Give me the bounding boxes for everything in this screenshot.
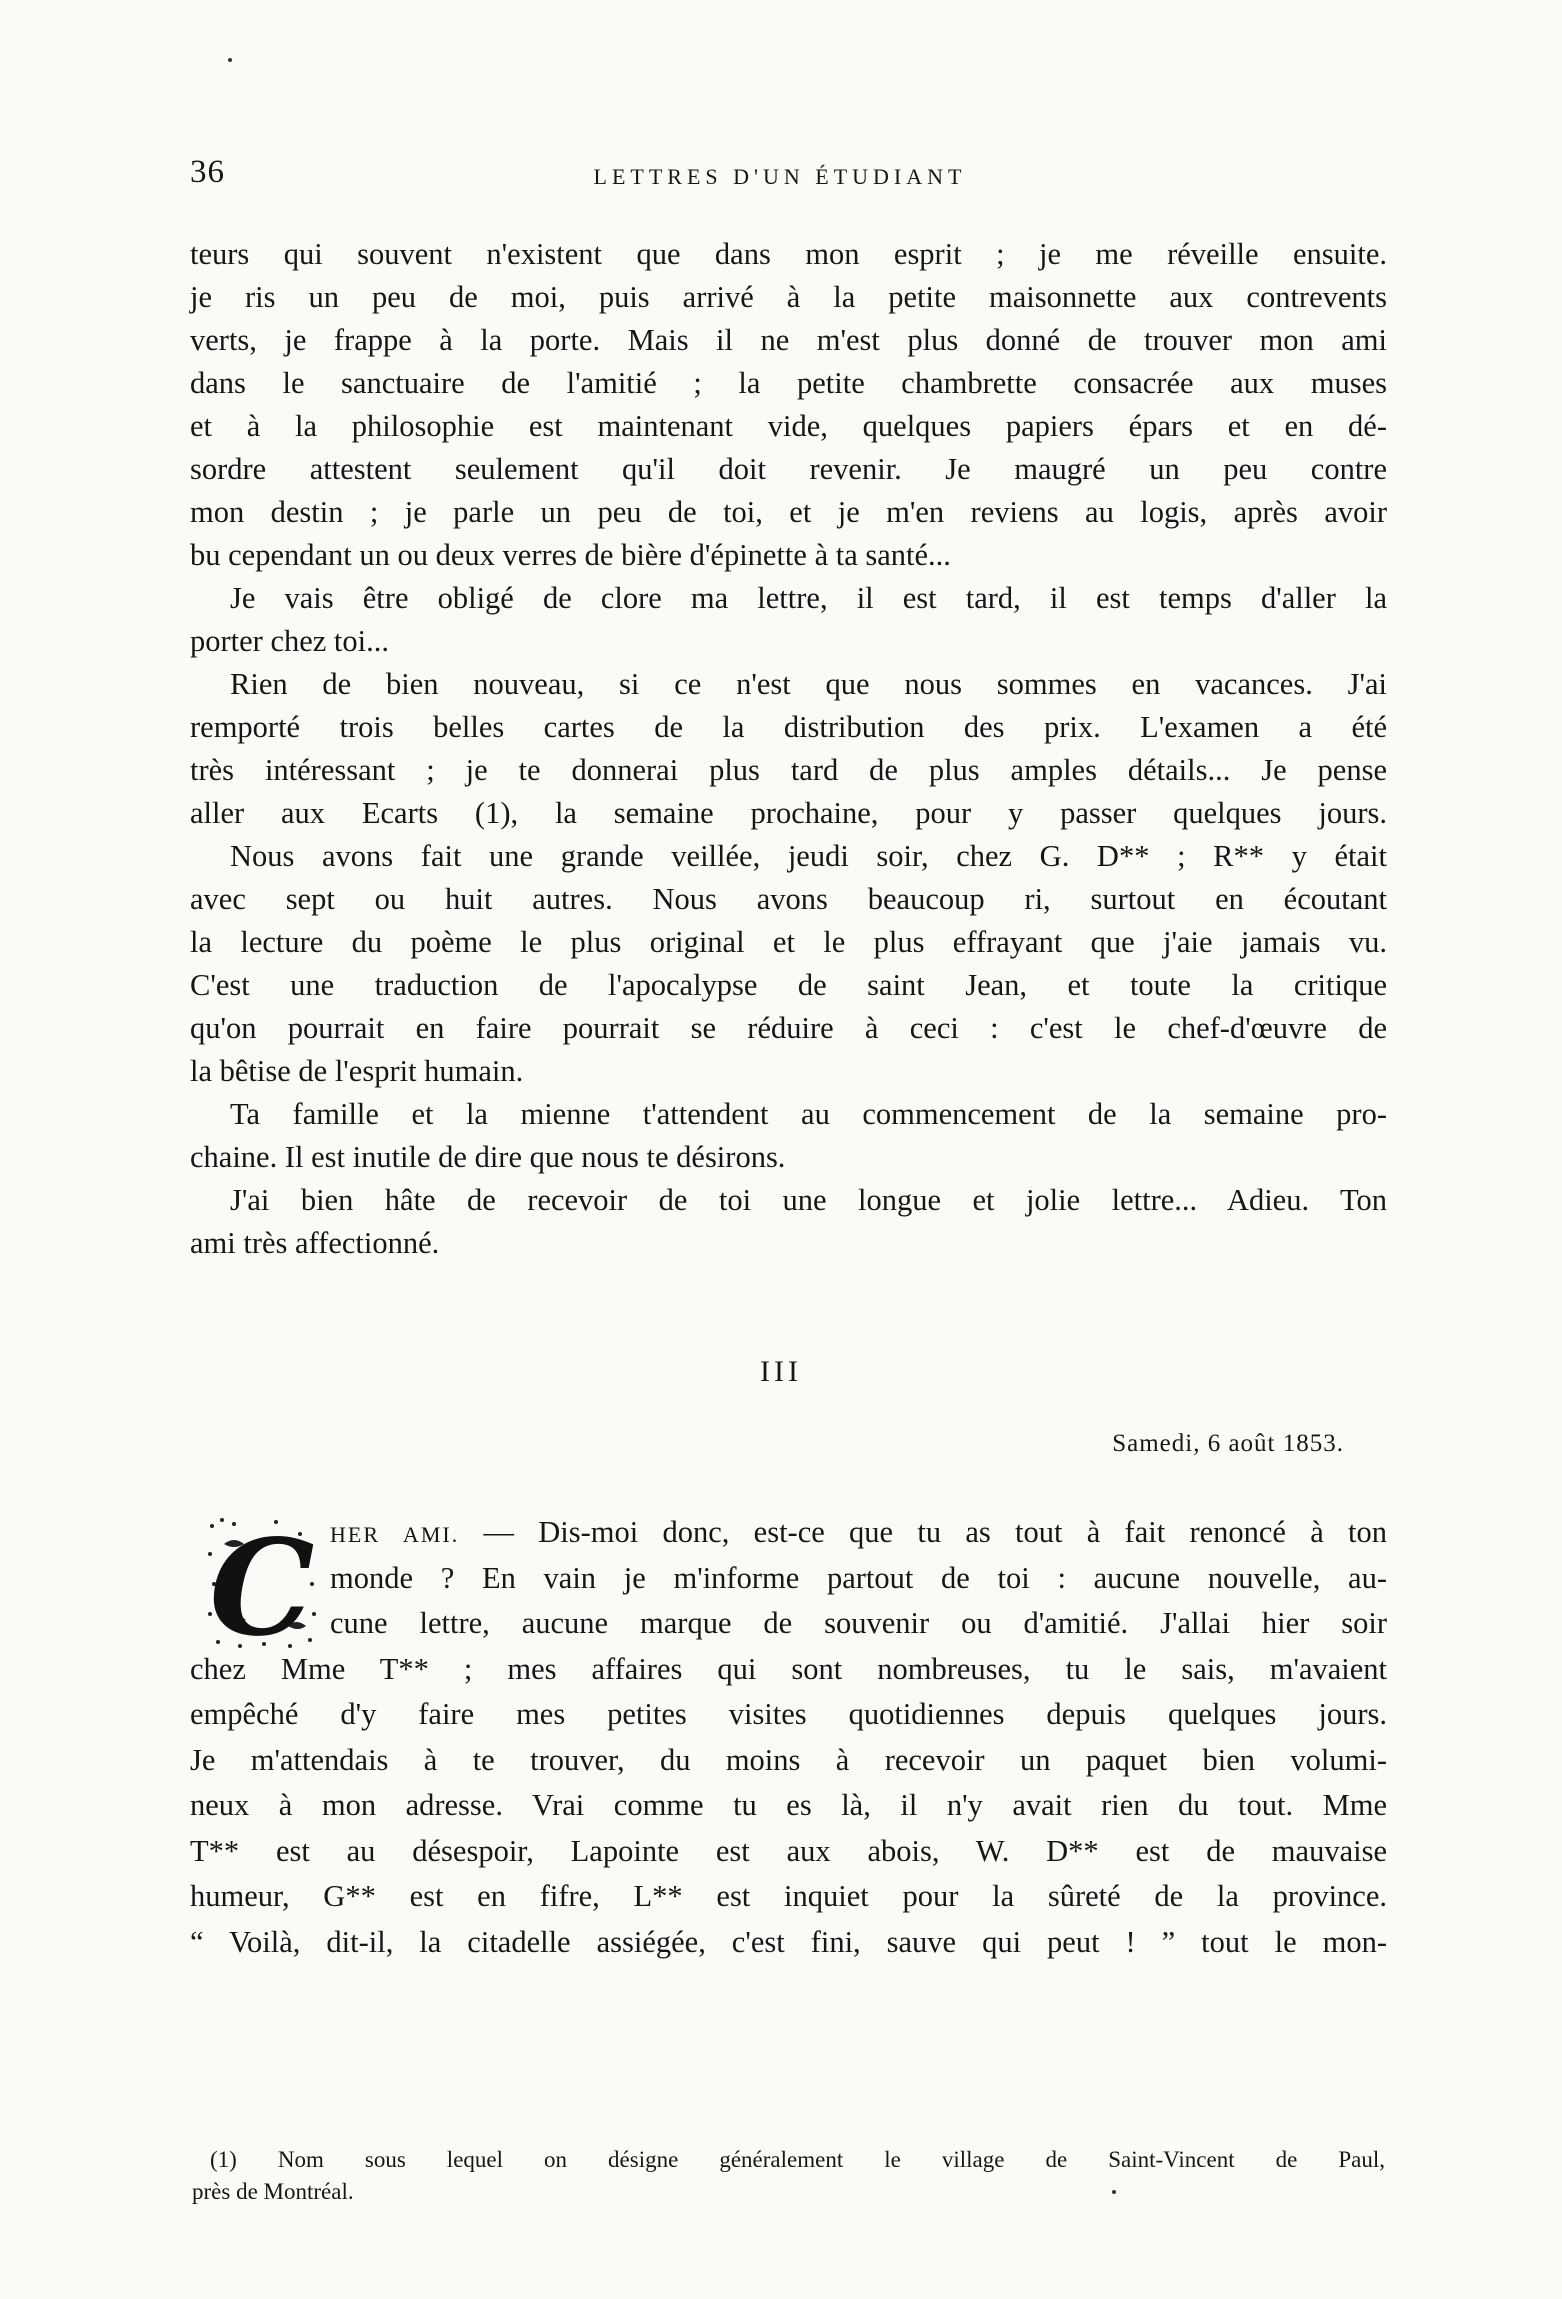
text-line: “ Voilà, dit-il, la citadelle assiégée, c'est fini, sauve qui peut ! ” tout le mon-	[190, 1924, 1387, 1959]
dropcap-letter: C	[209, 1514, 315, 1650]
body-text	[190, 233, 1387, 1265]
footnote	[192, 2144, 1385, 2208]
text-line: chaine. Il est inutile de dire que nous te désirons.	[190, 1140, 786, 1174]
text-line: mon destin ; je parle un peu de toi, et je m'en reviens au logis, après avoir	[190, 495, 1387, 529]
text-line: la bêtise de l'esprit humain.	[190, 1054, 524, 1088]
page-number: 36	[190, 154, 225, 190]
text-line: dans le sanctuaire de l'amitié ; la petite chambrette consacrée aux muses	[190, 366, 1387, 400]
text-line: porter chez toi...	[190, 624, 390, 658]
text-line: humeur, G** est en fifre, L** est inquiet pour la sûreté de la province.	[190, 1879, 1387, 1913]
text-line: teurs qui souvent n'existent que dans mon esprit ; je me réveille ensuite.	[190, 237, 1387, 271]
text-line: la lecture du poème le plus original et le plus effrayant que j'aie jamais vu.	[190, 925, 1387, 959]
text-line: Je vais être obligé de clore ma lettre, il est tard, il est temps d'aller la	[230, 581, 1387, 615]
footnote-line: (1) Nom sous lequel on désigne généralement le village de Saint-Vincent de Paul,	[210, 2147, 1385, 2172]
text-line: monde ? En vain je m'informe partout de toi : aucune nouvelle, au-	[330, 1560, 1387, 1595]
letter-date: Samedi, 6 août 1853.	[1112, 1430, 1344, 1457]
text-line: C'est une traduction de l'apocalypse de saint Jean, et toute la critique	[190, 968, 1387, 1002]
page-header	[190, 154, 1390, 204]
ornamental-dropcap	[204, 1514, 322, 1650]
text-line: sordre attestent seulement qu'il doit revenir. Je maugré un peu contre	[190, 452, 1387, 486]
text-line: chez Mme T** ; mes affaires qui sont nombreuses, tu le sais, m'avaient	[190, 1651, 1387, 1686]
text-line: ami très affectionné.	[190, 1226, 440, 1260]
text-line: qu'on pourrait en faire pourrait se réduire à ceci : c'est le chef-d'œuvre de	[190, 1011, 1387, 1045]
opening-text: — Dis-moi donc, est-ce que tu as tout à fait renoncé à ton	[459, 1515, 1388, 1549]
running-head: LETTRES D'UN ÉTUDIANT	[593, 164, 967, 189]
text-line: cune lettre, aucune marque de souvenir ou d'amitié. J'allai hier soir	[330, 1606, 1387, 1640]
text-line: Ta famille et la mienne t'attendent au commencement de la semaine pro-	[230, 1097, 1387, 1131]
text-line: verts, je frappe à la porte. Mais il ne m'est plus donné de trouver mon ami	[190, 323, 1387, 357]
text-line: Je m'attendais à te trouver, du moins à recevoir un paquet bien volumi-	[190, 1742, 1387, 1777]
footnote-line: près de Montréal.	[192, 2179, 354, 2204]
text-line: Rien de bien nouveau, si ce n'est que nous sommes en vacances. J'ai	[230, 667, 1387, 701]
text-line: T** est au désespoir, Lapointe est aux abois, W. D** est de mauvaise	[190, 1833, 1387, 1868]
text-line: avec sept ou huit autres. Nous avons beaucoup ri, surtout en écoutant	[190, 882, 1387, 916]
text-line	[190, 1510, 1387, 1556]
print-speck	[228, 58, 232, 62]
text-line: aller aux Ecarts (1), la semaine prochaine, pour y passer quelques jours.	[190, 796, 1387, 830]
text-line: remporté trois belles cartes de la distribution des prix. L'examen a été	[190, 710, 1387, 744]
text-line: Nous avons fait une grande veillée, jeudi soir, chez G. D** ; R** y était	[230, 839, 1387, 873]
print-speck	[1112, 2190, 1116, 2194]
section-number: III	[760, 1355, 802, 1388]
text-line: neux à mon adresse. Vrai comme tu es là, il n'y avait rien du tout. Mme	[190, 1788, 1387, 1822]
text-line: et à la philosophie est maintenant vide, quelques papiers épars et en dé-	[190, 409, 1387, 443]
text-line: je ris un peu de moi, puis arrivé à la petite maisonnette aux contrevents	[190, 280, 1387, 314]
text-line: très intéressant ; je te donnerai plus tard de plus amples détails... Je pense	[190, 753, 1387, 787]
text-line: empêché d'y faire mes petites visites quotidiennes depuis quelques jours.	[190, 1697, 1387, 1731]
text-line: J'ai bien hâte de recevoir de toi une longue et jolie lettre... Adieu. Ton	[230, 1183, 1387, 1217]
opening-smallcaps: HER AMI.	[330, 1522, 460, 1547]
text-line: bu cependant un ou deux verres de bière d'épinette à ta santé...	[190, 538, 951, 572]
letter-text	[190, 1510, 1387, 1965]
